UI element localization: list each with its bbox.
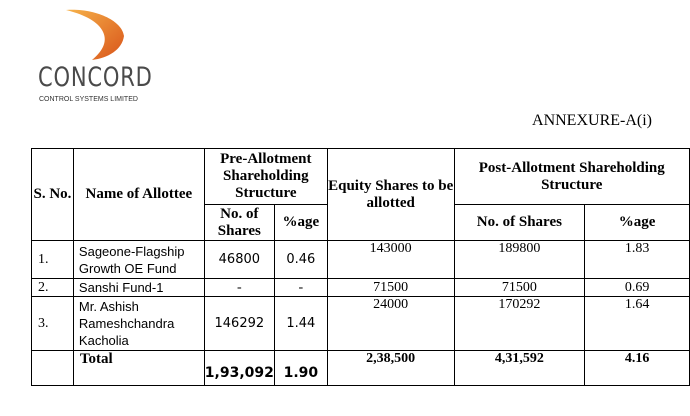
row-equity: 71500 [327,279,454,297]
row-post-shares: 71500 [454,279,585,297]
header-pre-shares: No. of Shares [204,205,274,241]
header-post-pct: %age [585,205,690,241]
table-row [32,297,690,351]
header-name: Name of Allottee [73,149,204,241]
table-header-row [32,149,690,205]
annexure-title: ANNEXURE-A(i) [532,112,652,129]
logo-tagline: CONTROL SYSTEMS LIMITED [39,96,138,103]
row-sno: 3. [32,297,74,351]
row-name: Mr. Ashish Rameshchandra Kacholia [73,297,204,351]
header-post-shares: No. of Shares [454,205,585,241]
concord-swoosh-icon [64,6,126,62]
row-pre-shares: 46800 [204,241,274,279]
total-equity: 2,38,500 [327,351,454,386]
row-post-shares: 170292 [454,297,585,351]
total-post-shares: 4,31,592 [454,351,585,386]
header-pre-group: Pre-Allotment Shareholding Structure [204,149,327,205]
allotment-table [31,148,690,386]
row-sno: 1. [32,241,74,279]
row-name: Sanshi Fund-1 [73,279,204,297]
row-post-shares: 189800 [454,241,585,279]
header-pre-pct: %age [274,205,327,241]
total-label: Total [73,351,204,386]
row-pre-pct: - [274,279,327,297]
header-equity: Equity Shares to be allotted [327,149,454,241]
total-pre-shares: 1,93,092 [204,351,274,386]
total-post-pct: 4.16 [585,351,690,386]
total-sno-cell [32,351,74,386]
total-pre-pct: 1.90 [274,351,327,386]
row-equity: 143000 [327,241,454,279]
logo-wordmark: CONCORD [38,62,153,93]
table-row [32,279,690,297]
header-sno: S. No. [32,149,74,241]
row-name: Sageone-Flagship Growth OE Fund [73,241,204,279]
header-post-group: Post-Allotment Shareholding Structure [454,149,689,205]
table-row [32,241,690,279]
row-pre-pct: 0.46 [274,241,327,279]
row-pre-shares: 146292 [204,297,274,351]
row-pre-shares: - [204,279,274,297]
row-pre-pct: 1.44 [274,297,327,351]
row-equity: 24000 [327,297,454,351]
row-post-pct: 1.64 [585,297,690,351]
row-sno: 2. [32,279,74,297]
row-post-pct: 1.83 [585,241,690,279]
company-logo [38,6,156,102]
row-post-pct: 0.69 [585,279,690,297]
total-row [32,351,690,386]
